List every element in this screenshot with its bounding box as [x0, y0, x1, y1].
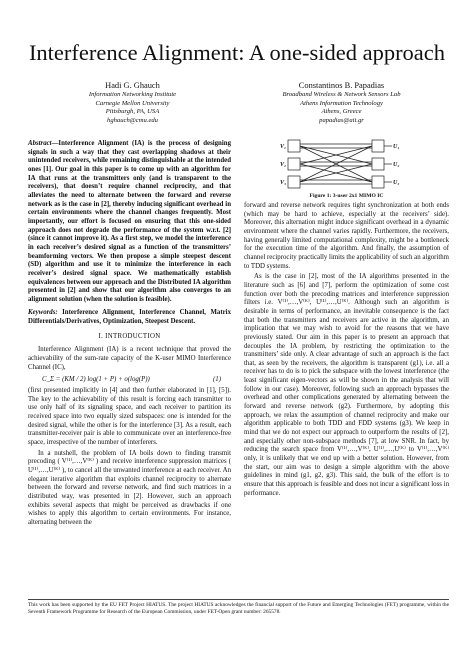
equation	[28, 374, 231, 387]
author-location: Athens, Greece	[321, 108, 362, 116]
rx-box	[372, 176, 384, 188]
abstract-lead: Abstract	[28, 140, 52, 147]
author-location: Pittsburgh, PA, USA	[105, 108, 160, 116]
rx-label: U₁	[393, 144, 400, 150]
author-2	[237, 80, 446, 125]
keywords	[28, 309, 231, 326]
paragraph: Interference Alignment (IA) is a recent technique that proved the achievability of the sum-rate capacity of the K-user MIMO Interference Channel (IC),	[28, 346, 231, 371]
author-block	[28, 80, 446, 125]
rx-label: U₃	[393, 180, 400, 186]
author-affiliation: Athens Information Technology	[300, 99, 383, 107]
paragraph: In a nutshell, the problem of IA boils down to finding transmit precoding ( V⁽¹⁾,…,V⁽ᴷ⁾ ) and receive interference suppression matrices ( U⁽¹⁾,…,U⁽ᴷ⁾ ), to cancel all the unwanted interference at each receiver. An elegant iterative algorithm that exploits channel reciprocity to alternate between the forward and reverse network, and find such matrices in a distributed way, was presented in [2]. However, such an approach exhibits several aspects that might be perceived as drawbacks if one wishes to apply this algorithm to certain environments. For instance, alternating between the	[28, 449, 231, 526]
rx-box	[372, 158, 384, 170]
tx-box	[288, 158, 300, 170]
paper-title: Interference Alignment: A one-sided approach	[28, 40, 446, 65]
author-email: papadias@ait.gr	[319, 116, 364, 124]
equation-number: (1)	[213, 376, 221, 384]
section-heading: I. INTRODUCTION	[98, 332, 161, 340]
figure-caption: Figure 1: 3-user 2x1 MIMO IC	[309, 193, 384, 199]
right-column	[244, 136, 449, 500]
footer-divider	[28, 599, 449, 600]
keywords-lead: Keywords:	[28, 309, 58, 317]
keywords-text: Interference Alignment, Interference Channel, Matrix Differentials/Derivatives, Optimization, Steepest Descent.	[28, 309, 231, 326]
author-affiliation: Information Networking Institute	[88, 91, 177, 98]
author-name: Hadi G. Ghauch	[105, 81, 160, 90]
equation-body: C_Σ = (KM / 2) log(1 + P) + o(log(P))	[42, 376, 150, 384]
tx-label: V₃	[280, 180, 287, 186]
abstract-text: —Interference Alignment (IA) is the process of designing signals in such a way that they cast overlapping shadows at their unintended receivers, while remaining distinguishable at the intended ones [1]. Our goal in this paper is to come up with an algorithm for IA that runs at the transmitters only (and is transparent to the receivers), that doesn’t require channel reciprocity, and that alleviates the need to alternate between the forward and reverse network as is the case in [2], thereby inducing significant overhead in certain environments where the channel changes frequently. Most importantly, our effort is focused on ensuring that this one-sided approach does not degrade the performance of the system w.r.t. [2] (since it cannot improve it). As a first step, we model the interference in each receiver’s desired signal as a function of the transmitters’ beamforming vectors. We then propose a simple steepest descent (SD) algorithm and use it to minimize the interference in each receiver’s desired signal space. We mathematically establish equivalences between our approach and the Distributed IA algorithm presented in [2] and show that our algorithm also converges to an alignment solution (when the solution is feasible).	[28, 140, 231, 303]
tx-label: V₂	[280, 162, 287, 168]
mimo-ic-diagram	[280, 136, 410, 192]
author-name: Constantinos B. Papadias	[298, 81, 385, 90]
author-email: hghauch@cmu.edu	[107, 116, 158, 124]
paragraph: forward and reverse network requires tight synchronization at both ends (which may be hard to achieve, especially at the receivers’ side). Moreover, this alternation might induce significant overhead in a dynamic environment where the channel varies rapidly. Furthermore, the receivers, having generally limited computational complexity, might be a bottleneck for the execution time of the algorithm. And finally, the assumption of channel reciprocity practically limits the applicability of such an algorithm to TDD systems.	[244, 202, 449, 270]
author-affiliation: Broadband Wireless & Network Sensors Lab	[282, 91, 401, 98]
rx-box	[372, 140, 384, 152]
author-1	[28, 80, 237, 125]
rx-label: U₂	[393, 162, 400, 168]
tx-label: V₁	[280, 144, 287, 150]
tx-box	[288, 176, 300, 188]
left-column	[28, 140, 231, 530]
paragraph: (first presented implicitly in [4] and then further elaborated in [1], [5]). The key to the achievability of this result is forcing each transmitter to use only half of its signaling space, and each receiver to partition its received space into two equally sized subspaces: one is intended for the desired signal, while the other is for the interference [3]. As a result, each transmitter-receiver pair is able to communicate over an interference-free space, irrespective of the number of interferers.	[28, 387, 231, 446]
tx-box	[288, 140, 300, 152]
author-affiliation: Carnegie Mellon University	[95, 99, 170, 107]
paragraph: As is the case in [2], most of the IA algorithms presented in the literature such as [6] and [7], perform the optimization of some cost function over both the precoding matrices and interference suppression filters i.e. V⁽¹⁾,…,V⁽ᴷ⁾, U⁽¹⁾,…,U⁽ᴷ⁾. Although such an algorithm is desirable in terms of performance, an inevitable consequence is the fact that both the transmitters and receivers are active in the algorithm, an implication that we may wish to avoid for the reasons that we have previously stated. Our aim in this paper is to present an approach that decouples the IA problem, by restricting the optimization to the transmitters’ side only. A clear advantage of such an approach is the fact that, as seen by the receivers, the algorithm is transparent (g1), i.e. all a receiver has to do is to pick the subspace with the lowest interference (the least significant eigen-vectors as will be shown in the analysis that will follow in our case). Moreover, following such an approach bypasses the overhead and other complications generated by alternating between the forward and reverse network (g2). Furthermore, by adopting this approach, we relax the assumption of channel reciprocity and make our algorithm applicable to both TDD and FDD systems (g3). We keep in mind that we do not expect our approach to outperform the results of [2], and especially other non-subspace methods [7], at low SNR. In fact, by reducing the search space from V⁽¹⁾,…,V⁽ᴷ⁾, U⁽¹⁾,…,U⁽ᴷ⁾ to V⁽¹⁾,…,V⁽ᴷ⁾ only, it is unlikely that we end up with a better solution. However, from the start, our aim was to design a simple algorithm with the above guidelines in mind (g1, g2, g3). This said, the bulk of the effort is to ensure that this approach is feasible and does not incur a significant loss in performance.	[244, 273, 449, 497]
abstract	[28, 140, 231, 304]
funding-footnote: This work has been supported by the EU FET Project HIATUS. The project HIATUS acknowledges the financial support of the Future and Emerging Technologies (FET) programme, within the Seventh Framework Programme for Research of the European Commission, under FET-Open grant number: 265578.	[28, 602, 449, 615]
figure-1	[244, 136, 449, 200]
